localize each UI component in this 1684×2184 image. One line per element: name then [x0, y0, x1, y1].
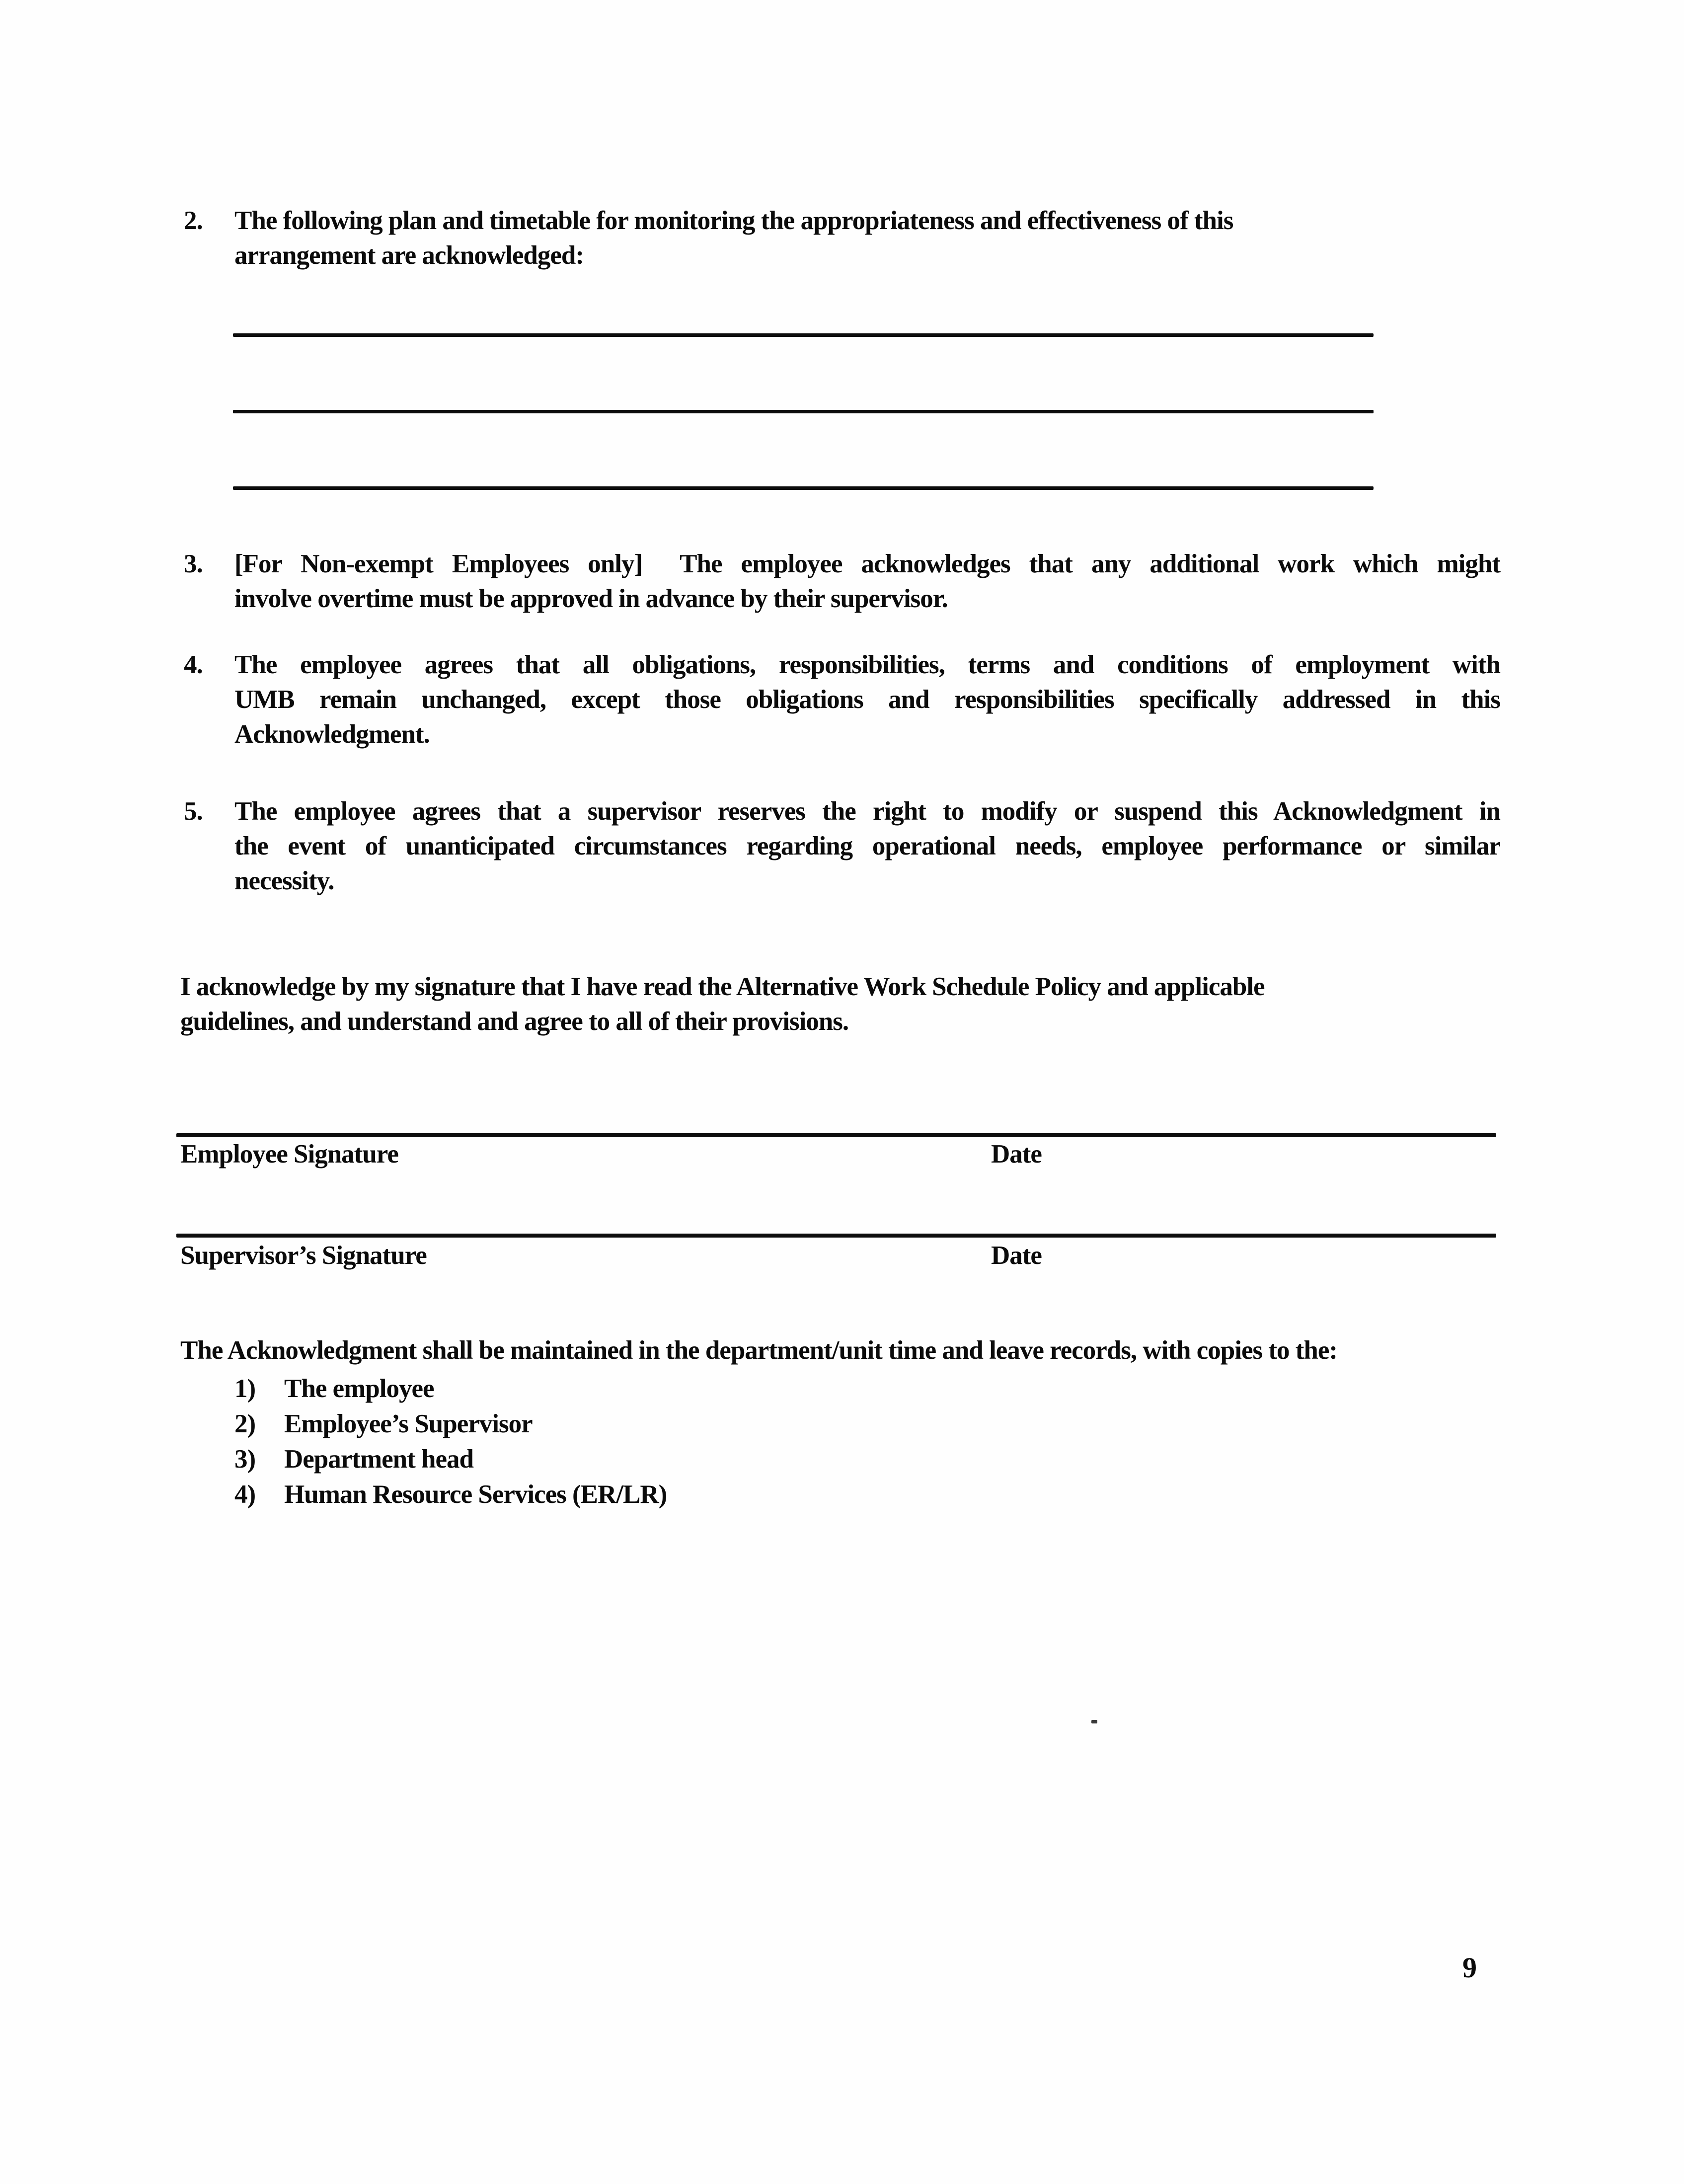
item-text-line: necessity.	[234, 866, 334, 895]
numbered-item-4	[184, 647, 1505, 752]
employee-signature-label: Employee Signature	[180, 1140, 398, 1169]
list-item-text: Department head	[284, 1445, 473, 1474]
item-text-line: UMB remain unchanged, except those obligations and responsibilities specifically addressed in this	[234, 685, 1500, 714]
acknowledgment-statement	[180, 969, 1546, 1039]
fill-in-line[interactable]	[233, 410, 1374, 413]
distribution-statement	[180, 1333, 1546, 1368]
item-text-line: the event of unanticipated circumstances regarding operational needs, employee performance or similar	[234, 832, 1500, 860]
list-item-number: 3)	[234, 1445, 256, 1474]
item-text-line: Acknowledgment.	[234, 720, 430, 749]
list-item	[234, 1442, 1526, 1477]
item-text-line: The employee agrees that all obligations, responsibilities, terms and conditions of employment with	[234, 650, 1500, 679]
item-text-line: involve overtime must be approved in advance by their supervisor.	[234, 584, 948, 613]
item-text-line: [For Non-exempt Employees only] The employee acknowledges that any additional work which might	[234, 549, 1500, 578]
numbered-item-2	[184, 203, 1505, 273]
scan-artifact	[1091, 1720, 1097, 1723]
supervisor-signature-row	[176, 1238, 1496, 1273]
list-item	[234, 1406, 1526, 1442]
item-number: 3.	[184, 549, 203, 578]
employee-signature-row	[176, 1137, 1496, 1171]
item-number: 5.	[184, 797, 203, 826]
item-text-line: The employee agrees that a supervisor reserves the right to modify or suspend this Acknowledgment in	[234, 797, 1500, 826]
date-label: Date	[991, 1241, 1042, 1270]
list-item-text: Employee’s Supervisor	[284, 1409, 533, 1438]
item-text-line: arrangement are acknowledged:	[234, 241, 584, 270]
fill-in-line[interactable]	[233, 486, 1374, 490]
distribution-list	[234, 1371, 1526, 1512]
item-text-line: The following plan and timetable for monitoring the appropriateness and effectiveness of this	[234, 206, 1233, 235]
list-item-number: 2)	[234, 1409, 256, 1438]
item-number: 2.	[184, 206, 203, 235]
list-item	[234, 1371, 1526, 1406]
statement-line: I acknowledge by my signature that I have read the Alternative Work Schedule Policy and applicable	[180, 972, 1265, 1001]
list-item-text: Human Resource Services (ER/LR)	[284, 1480, 667, 1509]
supervisor-signature-label: Supervisor’s Signature	[180, 1241, 427, 1270]
page-number: 9	[1462, 1951, 1477, 1984]
list-item	[234, 1477, 1526, 1512]
fill-in-line[interactable]	[233, 333, 1374, 337]
statement-line: guidelines, and understand and agree to all of their provisions.	[180, 1007, 849, 1036]
item-number: 4.	[184, 650, 203, 679]
statement-line: The Acknowledgment shall be maintained in the department/unit time and leave records, with copies to the:	[180, 1336, 1338, 1365]
list-item-number: 4)	[234, 1480, 256, 1509]
signature-line[interactable]	[176, 1234, 1496, 1238]
numbered-item-3	[184, 546, 1505, 616]
list-item-number: 1)	[234, 1374, 256, 1403]
list-item-text: The employee	[284, 1374, 434, 1403]
date-label: Date	[991, 1140, 1042, 1169]
numbered-item-5	[184, 794, 1505, 898]
